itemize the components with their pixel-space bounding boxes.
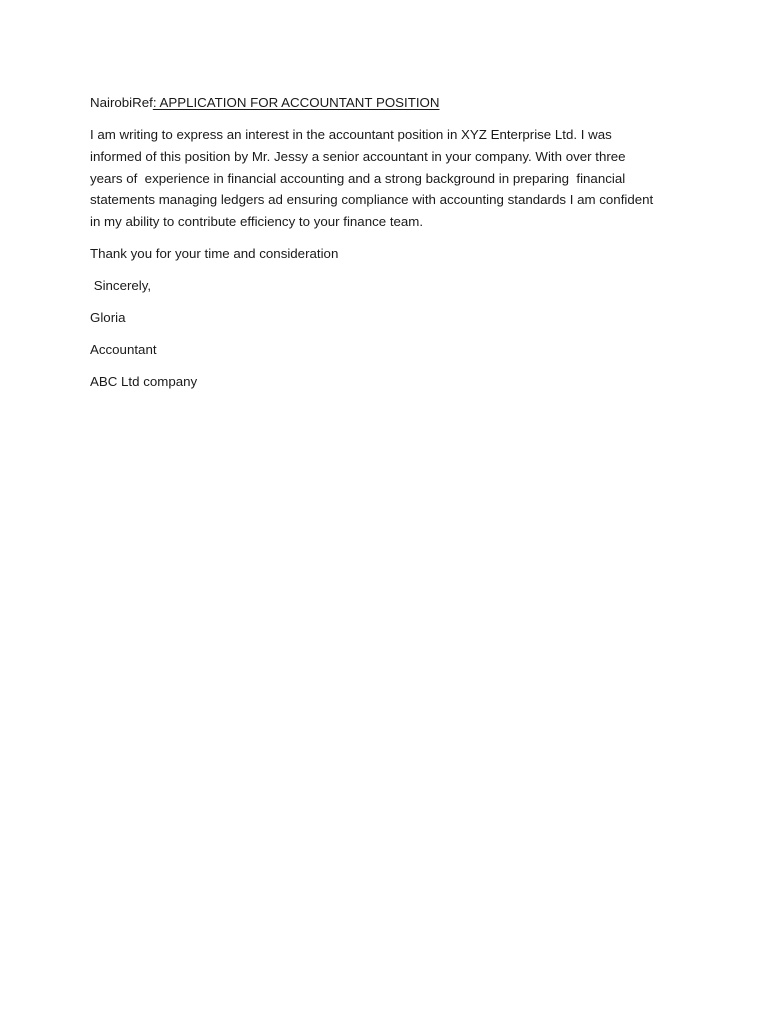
body-line: years of experience in financial accounting and a strong background in preparing financial bbox=[90, 170, 626, 186]
closing-line: Sincerely, bbox=[90, 278, 152, 294]
body-line: in my ability to contribute efficiency to your finance team. bbox=[90, 214, 424, 230]
letter-body bbox=[90, 92, 680, 403]
body-line: statements managing ledgers ad ensuring compliance with accounting standards I am confident bbox=[90, 192, 654, 208]
signer-company: ABC Ltd company bbox=[90, 374, 198, 390]
thanks-line: Thank you for your time and consideration bbox=[90, 246, 339, 262]
body-line: informed of this position by Mr. Jessy a senior accountant in your company. With over three bbox=[90, 148, 626, 164]
body-paragraph bbox=[90, 124, 680, 233]
signer-name: Gloria bbox=[90, 310, 126, 326]
signer-title: Accountant bbox=[90, 342, 157, 358]
body-line: I am writing to express an interest in the accountant position in XYZ Enterprise Ltd. I was bbox=[90, 126, 612, 142]
reference-subject: : APPLICATION FOR ACCOUNTANT POSITION bbox=[152, 95, 440, 110]
reference-place: NairobiRef bbox=[90, 95, 153, 110]
reference-line bbox=[90, 92, 680, 114]
